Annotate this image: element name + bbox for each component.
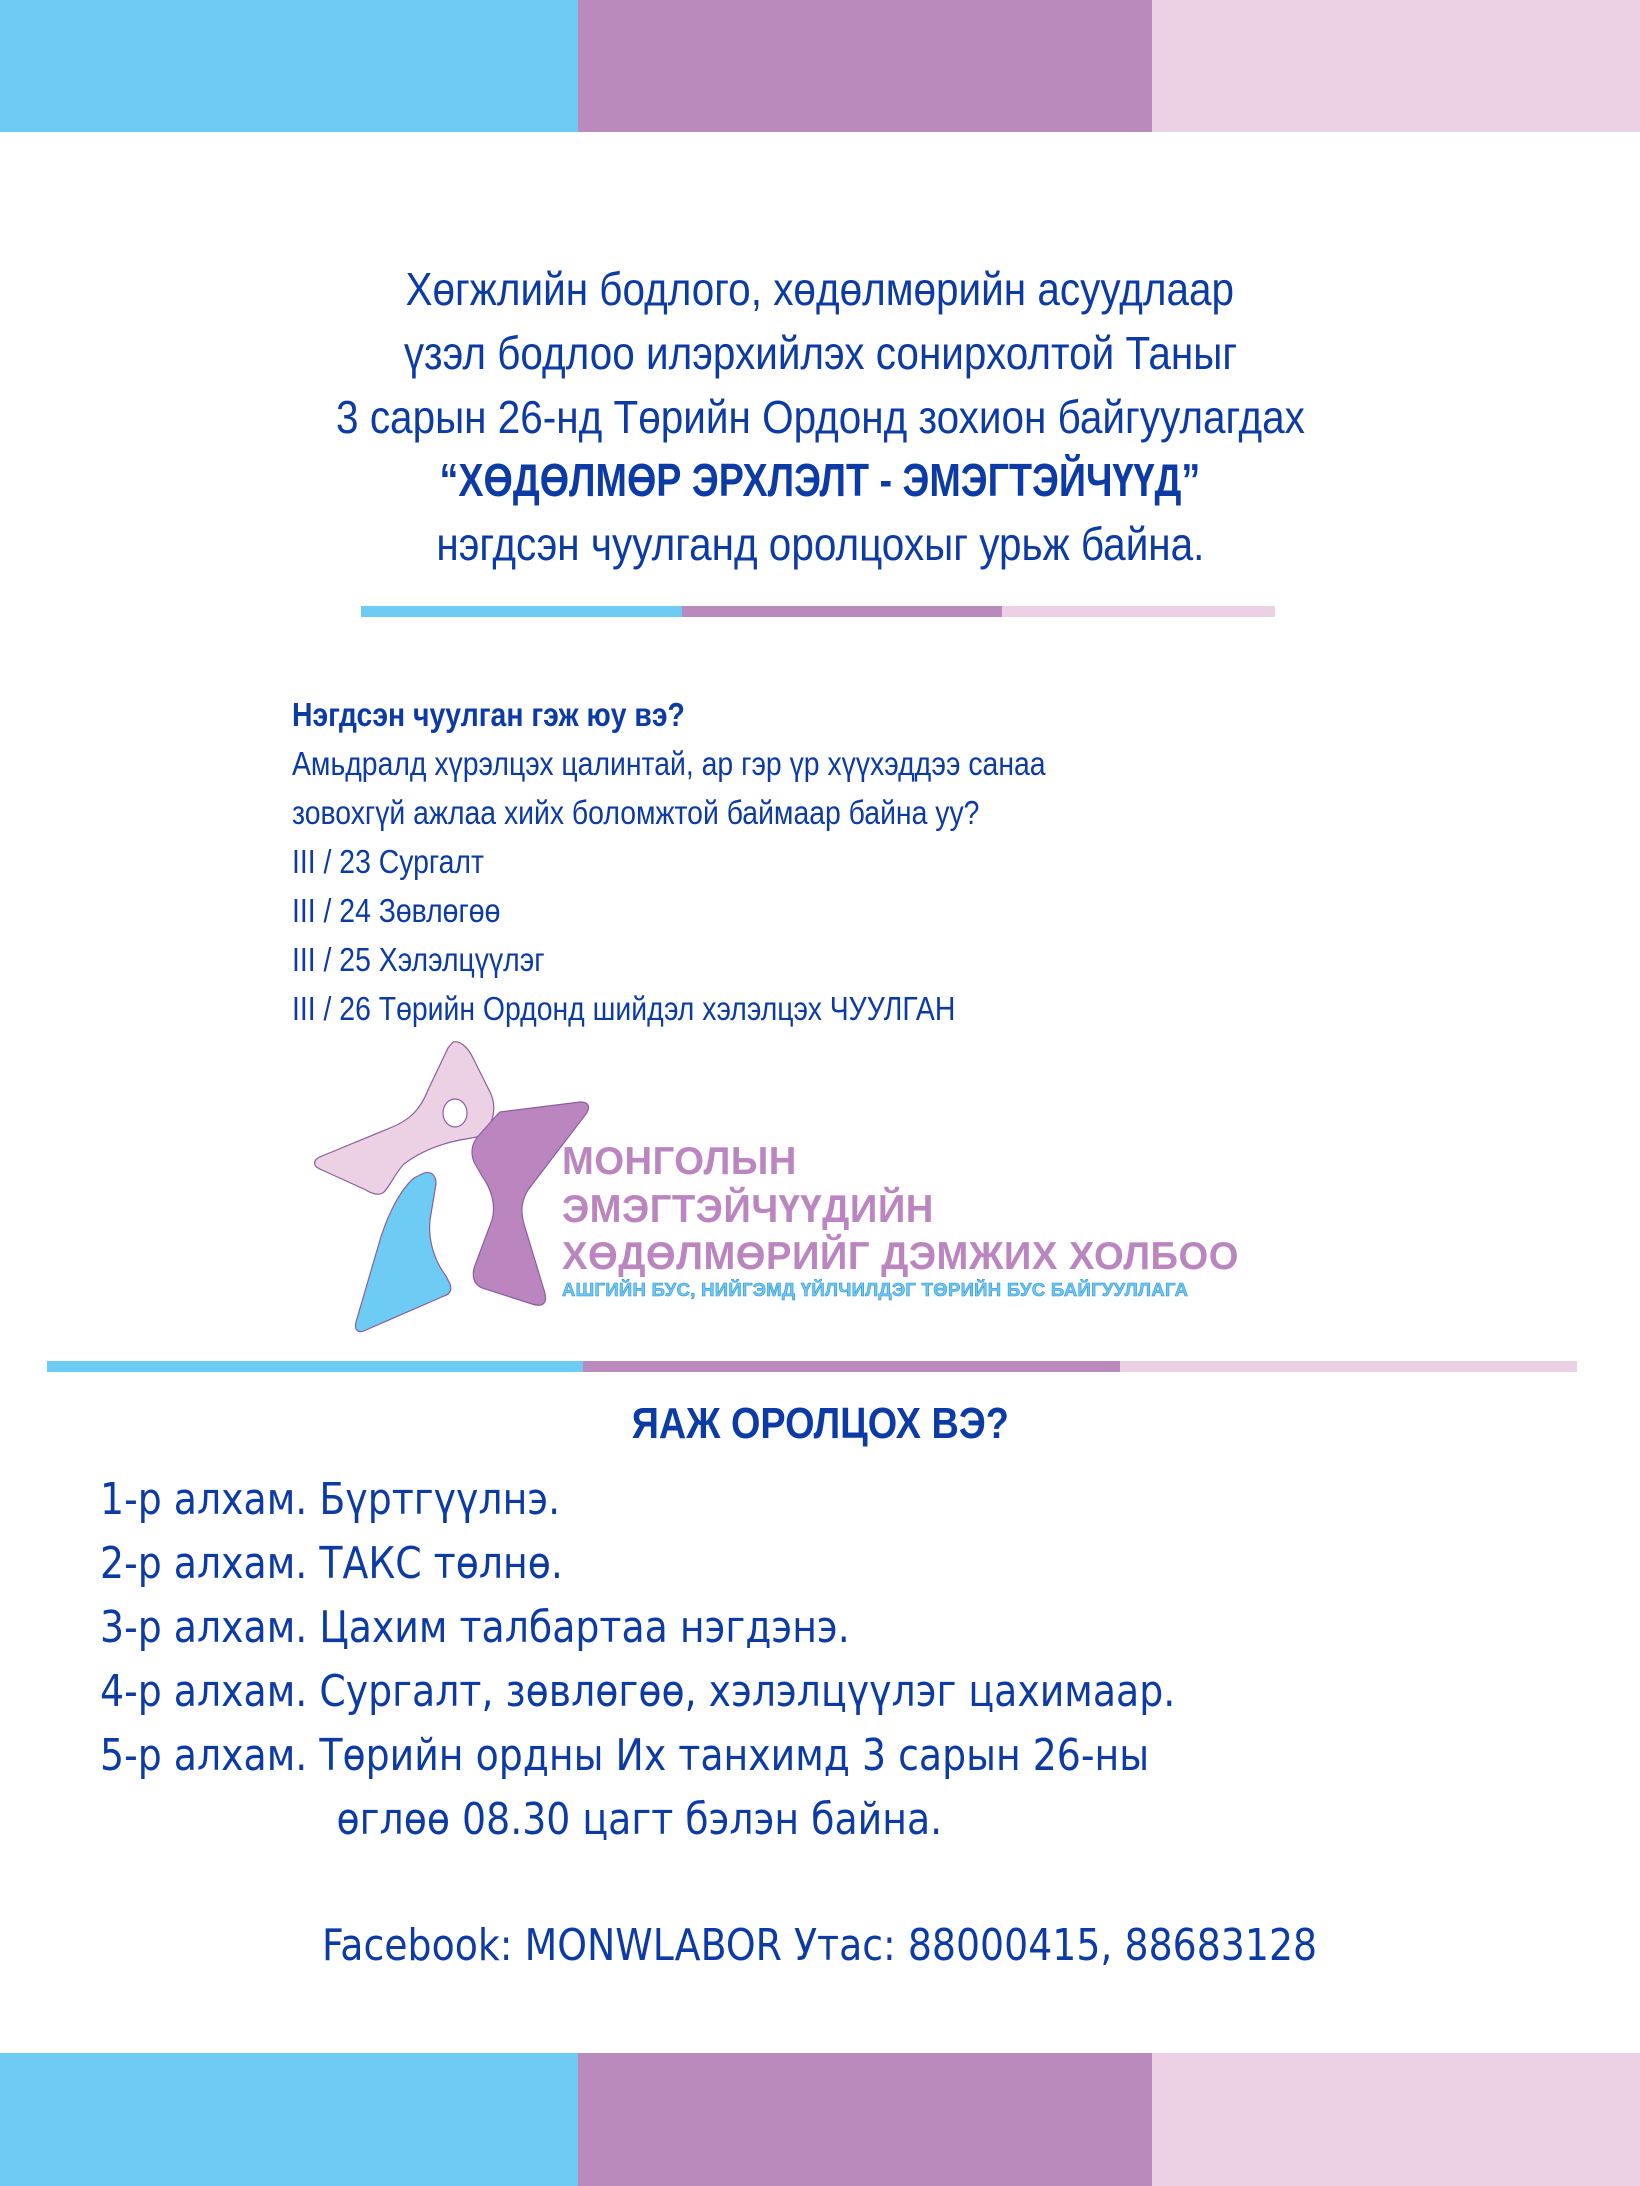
logo-subtitle: АШГИЙН БУС, НИЙГЭМД ҮЙЛЧИЛДЭГ ТӨРИЙН БУС БАЙГУУЛЛАГА (562, 1279, 1189, 1300)
step-item: 3-р алхам. Цахим талбартаа нэгдэнэ. (100, 1602, 850, 1653)
band-segment-blue (0, 2053, 578, 2186)
band-segment-blue (0, 0, 578, 132)
event-title: “ХӨДӨЛМӨР ЭРХЛЭЛТ - ЭМЭГТЭЙЧҮҮД” (439, 454, 1201, 506)
info-title: Нэгдсэн чуулган гэж юу вэ? (292, 696, 685, 733)
how-to-title: ЯАЖ ОРОЛЦОХ ВЭ? (631, 1399, 1009, 1448)
band-segment-pink (1152, 0, 1640, 132)
divider-segment-pink (1120, 1361, 1577, 1372)
step-item: 5-р алхам. Төрийн ордны Их танхимд 3 сарын 26-ны (100, 1730, 1150, 1781)
section-divider (47, 1361, 1577, 1372)
divider-segment-pink (1002, 606, 1275, 617)
divider-segment-blue (361, 606, 682, 617)
logo-name-line-1: МОНГОЛЫН (562, 1140, 797, 1183)
logo-name-line-3: ХӨДӨЛМӨРИЙГ ДЭМЖИХ ХОЛБОО (562, 1235, 1239, 1278)
info-section (292, 690, 1168, 1033)
band-segment-purple (578, 2053, 1152, 2186)
invitation-line: 3 сарын 26-нд Төрийн Ордонд зохион байгуулагдах (335, 391, 1305, 443)
info-description: Амьдралд хүрэлцэх цалинтай, ар гэр үр хүүхэддээ санаа (292, 745, 1046, 782)
logo-name-line-2: ЭМЭГТЭЙЧҮҮДИЙН (562, 1188, 934, 1231)
contact-info: Facebook: MONWLABOR Утас: 88000415, 88683128 (322, 1920, 1318, 1971)
info-description: зовохгүй ажлаа хийх боломжтой баймаар байна уу? (292, 794, 980, 831)
divider-segment-purple (583, 1361, 1120, 1372)
step-item: 4-р алхам. Сургалт, зөвлөгөө, хэлэлцүүлэг цахимаар. (100, 1666, 1176, 1717)
invitation-line: үзэл бодлоо илэрхийлэх сонирхолтой Таныг (403, 327, 1237, 379)
schedule-item: III / 25 Хэлэлцүүлэг (292, 941, 545, 978)
band-segment-purple (578, 0, 1152, 132)
section-divider (361, 606, 1275, 617)
bottom-color-band (0, 2053, 1640, 2186)
divider-segment-purple (682, 606, 1002, 617)
schedule-item: III / 26 Төрийн Ордонд шийдэл хэлэлцэх ЧУУЛГАН (292, 990, 956, 1027)
organization-logo (300, 1040, 1300, 1340)
step-item: 1-р алхам. Бүртгүүлнэ. (100, 1474, 561, 1525)
invitation-line: нэгдсэн чуулганд оролцохыг урьж байна. (435, 518, 1205, 570)
step-item-continuation: өглөө 08.30 цагт бэлэн байна. (336, 1794, 943, 1845)
invitation-line: Хөгжлийн бодлого, хөдөлмөрийн асуудлаар (405, 263, 1235, 315)
steps-list (100, 1468, 1350, 1852)
schedule-item: III / 23 Сургалт (292, 843, 484, 880)
divider-segment-blue (47, 1361, 583, 1372)
band-segment-pink (1152, 2053, 1640, 2186)
step-item: 2-р алхам. ТАКС төлнө. (100, 1538, 563, 1589)
schedule-item: III / 24 Зөвлөгөө (292, 892, 501, 929)
top-color-band (0, 0, 1640, 132)
